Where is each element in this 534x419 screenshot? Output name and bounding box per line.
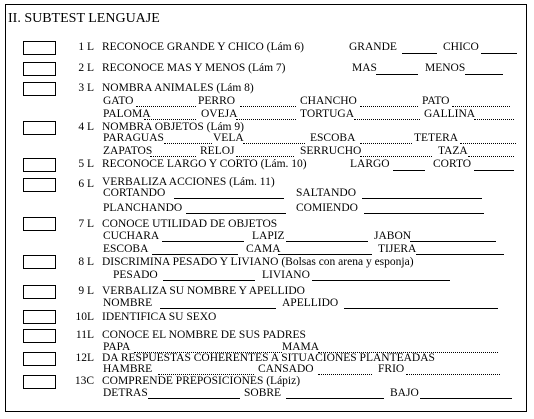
field-label: ESCOBA: [103, 243, 149, 255]
score-box-5[interactable]: [23, 158, 56, 172]
field-label: GATO: [103, 95, 134, 107]
field-label: TETERA: [414, 132, 459, 144]
field-label: ESCOBA: [310, 132, 356, 144]
answer-line[interactable]: [150, 156, 196, 157]
answer-line[interactable]: [468, 156, 514, 157]
field-label: HAMBRE: [103, 363, 153, 375]
item-code: 10L: [75, 311, 94, 323]
field-label: RELOJ: [200, 145, 235, 157]
answer-line[interactable]: [474, 170, 514, 171]
answer-line[interactable]: [344, 308, 498, 309]
field-label: COMIENDO: [296, 202, 358, 214]
item-title: RECONOCE LARGO Y CORTO (Lám. 10): [102, 158, 307, 170]
field-label: CAMA: [246, 243, 281, 255]
item-title: RECONOCE GRANDE Y CHICO (Lám 6): [102, 41, 304, 53]
score-box-12[interactable]: [23, 352, 56, 366]
field-label: PESADO: [113, 269, 158, 281]
field-label: CHANCHO: [300, 95, 357, 107]
answer-line[interactable]: [174, 198, 284, 199]
answer-line[interactable]: [402, 53, 437, 54]
score-box-1[interactable]: [23, 41, 56, 55]
answer-line[interactable]: [452, 106, 510, 107]
field-label: MENOS: [425, 62, 466, 74]
field-label: PLANCHANDO: [103, 202, 183, 214]
score-box-3[interactable]: [23, 82, 56, 96]
field-label: NOMBRE: [103, 297, 153, 309]
field-label: PAPA: [103, 341, 131, 353]
answer-line[interactable]: [474, 119, 514, 120]
field-label: SALTANDO: [296, 187, 356, 199]
item-title: DISCRIMINA PESADO Y LIVIANO (Bolsas con arena y esponja): [102, 256, 414, 268]
field-label: LIVIANO: [262, 269, 310, 281]
answer-line[interactable]: [406, 374, 500, 375]
item-code: 1 L: [78, 41, 94, 53]
field-label: SOBRE: [244, 387, 282, 399]
item-code: 11L: [75, 329, 94, 341]
item-code: 4 L: [78, 121, 94, 133]
item-title: VERBALIZA SU NOMBRE Y APELLIDO: [102, 285, 305, 297]
answer-line[interactable]: [243, 143, 305, 144]
answer-line[interactable]: [416, 254, 504, 255]
field-label: ZAPATOS: [103, 145, 153, 157]
field-label: CANSADO: [258, 363, 314, 375]
field-label: FRIO: [378, 363, 405, 375]
field-label: TAZA: [438, 145, 468, 157]
score-box-9[interactable]: [23, 285, 56, 299]
field-label: BAJO: [390, 387, 419, 399]
answer-line[interactable]: [286, 241, 368, 242]
field-label: CHICO: [443, 41, 479, 53]
field-label: MAS: [352, 62, 377, 74]
field-label: DETRAS: [103, 387, 148, 399]
field-label: GRANDE: [349, 41, 397, 53]
answer-line[interactable]: [312, 280, 450, 281]
answer-line[interactable]: [163, 280, 255, 281]
answer-line[interactable]: [318, 374, 372, 375]
item-code: 5 L: [78, 158, 94, 170]
field-label: LARGO: [350, 158, 390, 170]
item-title: DA RESPUESTAS COHERENTES A SITUACIONES PLANTEADAS: [102, 352, 435, 364]
answer-line[interactable]: [376, 74, 418, 75]
field-label: GALLINA: [424, 108, 476, 120]
answer-line[interactable]: [360, 156, 432, 157]
field-label: LAPIZ: [252, 230, 285, 242]
field-label: PARAGUAS: [103, 132, 164, 144]
item-title: VERBALIZA ACCIONES (Lám. 11): [102, 176, 275, 188]
answer-line[interactable]: [162, 241, 244, 242]
item-code: 3 L: [78, 82, 94, 94]
answer-line[interactable]: [410, 241, 496, 242]
score-box-6[interactable]: [23, 178, 56, 192]
answer-line[interactable]: [236, 156, 294, 157]
item-code: 12L: [75, 352, 94, 364]
answer-line[interactable]: [286, 398, 384, 399]
answer-line[interactable]: [360, 143, 412, 144]
field-label: SERRUCHO: [300, 145, 362, 157]
answer-line[interactable]: [240, 106, 296, 107]
answer-line[interactable]: [278, 254, 372, 255]
score-box-10[interactable]: [23, 310, 56, 324]
item-code: 6 L: [78, 178, 94, 190]
answer-line[interactable]: [460, 143, 516, 144]
answer-line[interactable]: [362, 198, 482, 199]
field-label: CORTO: [433, 158, 472, 170]
field-label: MAMA: [282, 341, 320, 353]
item-title: COMPRENDE PREPOSICIONES (Lápiz): [102, 375, 301, 387]
score-box-2[interactable]: [23, 62, 56, 76]
item-title: RECONOCE MAS Y MENOS (Lám 7): [102, 62, 286, 74]
answer-line[interactable]: [354, 119, 420, 120]
field-label: CUCHARA: [103, 230, 160, 242]
item-code: 8 L: [78, 256, 94, 268]
section-title: II. SUBTEST LENGUAJE: [8, 11, 160, 26]
item-code: 9 L: [78, 285, 94, 297]
field-label: TORTUGA: [300, 108, 355, 120]
answer-line[interactable]: [360, 106, 418, 107]
score-box-11[interactable]: [23, 329, 56, 343]
score-box-13[interactable]: [23, 375, 56, 389]
item-title: NOMBRA OBJETOS (Lám 9): [102, 121, 244, 133]
answer-line[interactable]: [152, 254, 238, 255]
answer-line[interactable]: [186, 213, 286, 214]
answer-line[interactable]: [465, 74, 503, 75]
item-title: IDENTIFICA SU SEXO: [102, 311, 217, 323]
item-title: NOMBRA ANIMALES (Lám 8): [102, 82, 254, 94]
field-label: OVEJA: [201, 108, 238, 120]
score-box-8[interactable]: [23, 255, 56, 269]
item-code: 2 L: [78, 62, 94, 74]
item-title: CONOCE EL NOMBRE DE SUS PADRES: [102, 329, 306, 341]
answer-line[interactable]: [136, 106, 196, 107]
field-label: PATO: [422, 95, 450, 107]
answer-line[interactable]: [236, 119, 296, 120]
score-box-4[interactable]: [23, 121, 56, 135]
score-box-7[interactable]: [23, 217, 56, 231]
answer-line[interactable]: [164, 143, 212, 144]
field-label: PALOMA: [103, 108, 151, 120]
field-label: TIJERA: [378, 243, 417, 255]
item-code: 13C: [74, 375, 94, 387]
item-code: 7 L: [78, 218, 94, 230]
item-title: CONOCE UTILIDAD DE OBJETOS: [102, 218, 278, 230]
answer-line[interactable]: [481, 53, 517, 54]
answer-line[interactable]: [144, 119, 196, 120]
field-label: PERRO: [198, 95, 236, 107]
field-label: JABON: [374, 230, 412, 242]
answer-line[interactable]: [364, 213, 484, 214]
field-label: VELA: [213, 132, 244, 144]
answer-line[interactable]: [148, 398, 240, 399]
field-label: APELLIDO: [282, 297, 339, 309]
answer-line[interactable]: [393, 170, 425, 171]
answer-line[interactable]: [420, 398, 512, 399]
field-label: CORTANDO: [103, 187, 166, 199]
answer-line[interactable]: [160, 308, 276, 309]
